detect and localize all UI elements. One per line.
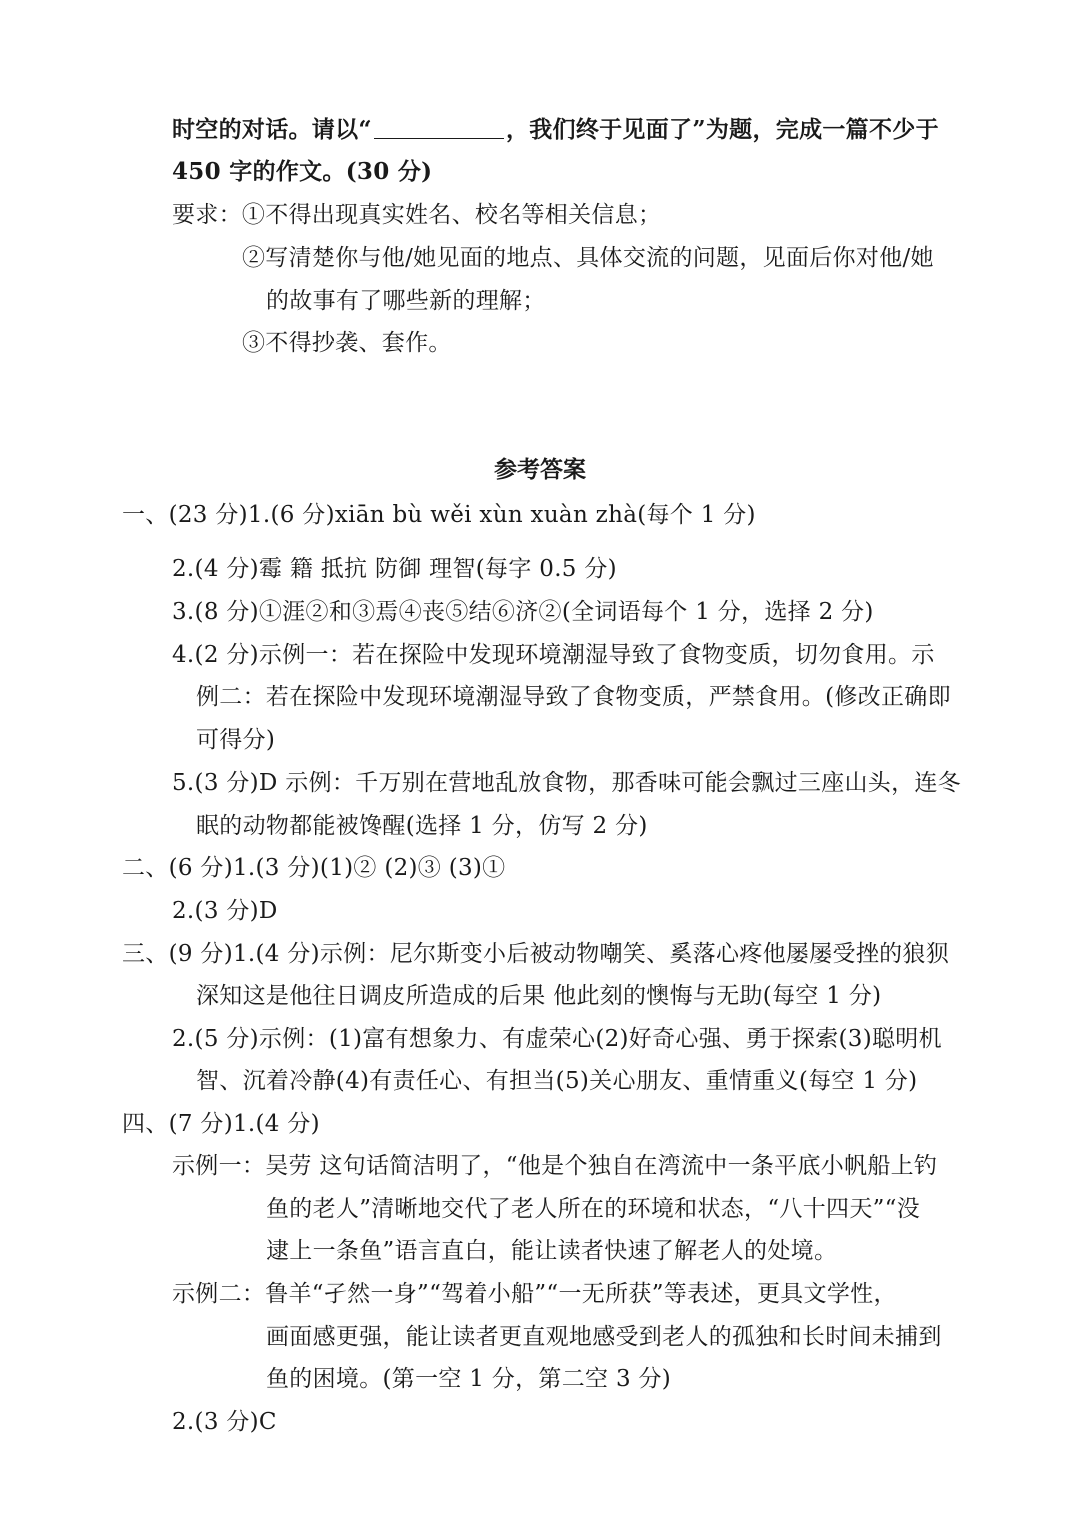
section-1-heading: 一、(23 分)1.(6 分)xiān bù wěi xùn xuàn zhà(每个 1 分) [122,502,756,528]
answers-title: 参考答案 [494,456,586,483]
section-1-q4-line-3: 可得分) [196,727,276,753]
section-4-q2: 2.(3 分)C [172,1409,277,1435]
section-4-example-2-line-3: 鱼的困境。(第一空 1 分，第二空 3 分) [266,1366,672,1392]
section-3-heading-line-1: 三、(9 分)1.(4 分)示例：尼尔斯变小后被动物嘲笑、奚落心疼他屡屡受挫的狼狈 [122,941,950,967]
prompt-text-before-blank: 时空的对话。请以“ [172,116,372,143]
section-1-q4-line-2: 例二：若在探险中发现环境潮湿导致了食物变质，严禁食用。(修改正确即 [196,684,951,710]
section-2-q2: 2.(3 分)D [172,898,278,924]
section-3-q2-line-2: 智、沉着冷静(4)有责任心、有担当(5)关心朋友、重情重义(每空 1 分) [196,1068,918,1094]
section-1-q4-line-1: 4.(2 分)示例一：若在探险中发现环境潮湿导致了食物变质，切勿食用。示 [172,642,935,668]
section-4-example-2-line-1: 示例二：鲁羊“孑然一身”“驾着小船”“一无所获”等表述，更具文学性， [172,1281,897,1307]
section-1-q5-line-2: 眠的动物都能被馋醒(选择 1 分，仿写 2 分) [196,813,648,839]
section-3-q2-line-1: 2.(5 分)示例：(1)富有想象力、有虚荣心(2)好奇心强、勇于探索(3)聪明机 [172,1026,942,1052]
section-4-example-1-line-3: 逮上一条鱼”语言直白，能让读者快速了解老人的处境。 [266,1238,838,1264]
section-1-q3: 3.(8 分)①涯②和③焉④丧⑤结⑥济②(全词语每个 1 分，选择 2 分) [172,599,874,625]
requirement-1: 要求：①不得出现真实姓名、校名等相关信息； [172,202,662,228]
requirement-3: ③不得抄袭、套作。 [242,330,452,356]
section-4-example-1-line-2: 鱼的老人”清晰地交代了老人所在的环境和状态，“八十四天”“没 [266,1196,921,1222]
section-2-heading: 二、(6 分)1.(3 分)(1)② (2)③ (3)① [122,855,506,881]
essay-prompt-line-2: 450 字的作文。(30 分) [172,158,433,185]
section-4-example-2-line-2: 画面感更强，能让读者更直观地感受到老人的孤独和长时间未捕到 [266,1324,942,1350]
section-4-example-1-line-1: 示例一：吴劳 这句话简洁明了，“他是个独自在湾流中一条平底小帆船上钓 [172,1153,938,1179]
requirement-2-line-2: 的故事有了哪些新的理解； [266,288,546,314]
requirement-2-line-1: ②写清楚你与他/她见面的地点、具体交流的问题，见面后你对他/她 [242,245,934,271]
fill-in-blank [374,116,504,139]
essay-prompt-line-1 [172,115,939,145]
prompt-text-after-blank: ，我们终于见面了”为题，完成一篇不少于 [505,116,939,143]
section-4-heading: 四、(7 分)1.(4 分) [122,1111,320,1137]
section-3-heading-line-2: 深知这是他往日调皮所造成的后果 他此刻的懊悔与无助(每空 1 分) [196,983,882,1009]
section-1-q5-line-1: 5.(3 分)D 示例：千万别在营地乱放食物，那香味可能会飘过三座山头，连冬 [172,770,961,796]
section-1-q2: 2.(4 分)霉 籍 抵抗 防御 理智(每字 0.5 分) [172,556,617,582]
